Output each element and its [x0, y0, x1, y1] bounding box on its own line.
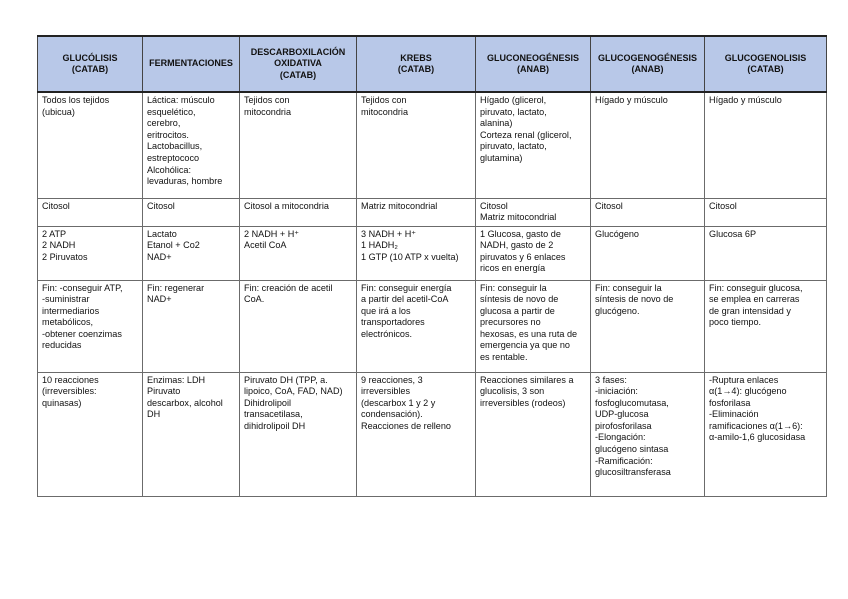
cell-text-line: UDP-glucosa	[595, 409, 649, 420]
column-header-line: DESCARBOXILACIÓN	[250, 46, 346, 57]
cell-text-line: precursores no	[480, 317, 541, 328]
cell-text-line: NAD+	[147, 251, 172, 262]
cell-text-line: Hígado y músculo	[595, 95, 668, 105]
column-header-line: (CATAB)	[279, 69, 317, 80]
cell-text-line: Glucosa 6P	[709, 228, 757, 239]
column-header-line: (ANAB)	[517, 64, 549, 74]
cell-text-line: glucosiltransferasa	[595, 467, 671, 478]
cell-enzimas-krebs	[357, 372, 476, 496]
cell-text-line: 2 NADH + H⁺	[244, 228, 300, 239]
cell-text-line: Fin: regenerar	[147, 282, 205, 293]
cell-text-line: síntesis de novo de	[595, 294, 674, 305]
cell-localizacion-glucogenolisis	[705, 198, 827, 226]
cell-localizacion-glucogenogenesis	[591, 198, 705, 226]
cell-text-line: Hígado y músculo	[709, 95, 782, 105]
cell-text-line: que irá a los	[361, 305, 411, 316]
cell-text-line: glucosa a partir de	[480, 305, 555, 316]
cell-ubicacion-glucogenogenesis	[591, 92, 705, 198]
cell-text-line: Dihidrolipoil	[244, 397, 292, 408]
cell-fin-glucogenogenesis	[591, 280, 705, 372]
column-header-line: OXIDATIVA	[274, 58, 322, 69]
cell-text-line: Reacciones de relleno	[361, 420, 451, 431]
column-header-line: KREBS	[400, 52, 432, 63]
cell-text-line: intermediarios	[42, 305, 100, 316]
cell-text-line: -suministrar	[42, 294, 90, 305]
cell-productos-descarboxilacion-oxidativa	[240, 226, 357, 280]
column-header-line: GLUCONEOGÉNESIS	[486, 52, 579, 63]
cell-text-line: síntesis de novo de	[480, 294, 559, 305]
cell-text-line: Todos los tejidos	[42, 95, 110, 105]
cell-text-line: de gran intensidad y	[709, 305, 791, 316]
cell-text-line: Piruvato	[147, 386, 181, 397]
cell-text-line: Enzimas: LDH	[147, 374, 206, 385]
cell-localizacion-gluconeogenesis	[476, 198, 591, 226]
cell-text-line: piruvato, lactato,	[480, 106, 547, 117]
cell-text-line: piruvato, lactato,	[480, 141, 547, 152]
cell-text-line: 9 reacciones, 3	[361, 374, 423, 385]
column-header-fermentaciones	[143, 36, 240, 92]
cell-text-line: -Eliminación	[709, 409, 759, 420]
cell-text-line: Etanol + Co2	[147, 240, 200, 251]
cell-text-line: alanina)	[480, 118, 513, 129]
table-row-enzimas	[38, 372, 827, 496]
cell-text-line: Tejidos con	[361, 95, 407, 105]
cell-enzimas-fermentaciones	[143, 372, 240, 496]
table-row-productos	[38, 226, 827, 280]
cell-productos-glucogenolisis	[705, 226, 827, 280]
cell-text-line: α-amilo-1,6 glucosidasa	[709, 432, 806, 443]
cell-text-line: -obtener coenzimas	[42, 328, 122, 339]
cell-text-line: Citosol	[480, 200, 508, 211]
cell-text-line: glucógeno.	[595, 305, 640, 316]
cell-text-line: 2 NADH	[42, 240, 76, 251]
cell-productos-fermentaciones	[143, 226, 240, 280]
cell-enzimas-glucolisis	[38, 372, 143, 496]
cell-text-line: levaduras, hombre	[147, 176, 223, 187]
cell-text-line: α(1→4): glucógeno	[709, 386, 787, 397]
cell-text-line: 1 GTP (10 ATP x vuelta)	[361, 251, 459, 262]
cell-text-line: Alcohólica:	[147, 164, 191, 175]
cell-text-line: ricos en energía	[480, 263, 546, 274]
cell-text-line: 1 Glucosa, gasto de	[480, 228, 561, 239]
cell-productos-glucogenogenesis	[591, 226, 705, 280]
cell-text-line: Fin: creación de acetil	[244, 282, 333, 293]
cell-productos-gluconeogenesis	[476, 226, 591, 280]
cell-text-line: emergencia ya que no	[480, 340, 570, 351]
cell-text-line: electrónicos.	[361, 328, 413, 339]
cell-text-line: 1 HADH₂	[361, 240, 398, 251]
cell-text-line: irreversibles (rodeos)	[480, 397, 566, 408]
cell-text-line: Láctica: músculo	[147, 95, 215, 105]
cell-text-line: condensación).	[361, 409, 423, 420]
column-header-gluconeogenesis	[476, 36, 591, 92]
cell-text-line: -Ramificación:	[595, 455, 653, 466]
cell-enzimas-gluconeogenesis	[476, 372, 591, 496]
cell-text-line: -Ruptura enlaces	[709, 374, 779, 385]
column-header-glucogenolisis	[705, 36, 827, 92]
cell-text-line: NADH, gasto de 2	[480, 240, 554, 251]
cell-text-line: 2 ATP	[42, 228, 67, 239]
cell-text-line: NAD+	[147, 294, 172, 305]
cell-enzimas-descarboxilacion-oxidativa	[240, 372, 357, 496]
cell-text-line: Fin: conseguir la	[595, 282, 662, 293]
column-header-line: GLUCOGENOGÉNESIS	[597, 52, 697, 63]
metabolic-pathways-table	[37, 35, 827, 497]
cell-text-line: quinasas)	[42, 397, 82, 408]
cell-text-line: Acetil CoA	[244, 240, 287, 251]
table-row-fin	[38, 280, 827, 372]
column-header-line: (CATAB)	[747, 64, 784, 74]
table-row-localizacion	[38, 198, 827, 226]
cell-text-line: 3 fases:	[595, 374, 627, 385]
cell-text-line: mitocondria	[244, 106, 292, 117]
cell-text-line: 2 Piruvatos	[42, 251, 88, 262]
cell-fin-glucolisis	[38, 280, 143, 372]
cell-localizacion-glucolisis	[38, 198, 143, 226]
cell-text-line: DH	[147, 409, 161, 420]
cell-text-line: (ubicua)	[42, 106, 75, 117]
cell-text-line: Matriz mitocondrial	[361, 200, 438, 211]
column-header-line: FERMENTACIONES	[149, 58, 233, 69]
column-header-glucogenogenesis	[591, 36, 705, 92]
cell-text-line: a partir del acetil-CoA	[361, 294, 449, 305]
cell-text-line: Fin: conseguir la	[480, 282, 547, 293]
cell-text-line: lipoico, CoA, FAD, NAD)	[244, 386, 343, 397]
cell-text-line: poco tiempo.	[709, 317, 762, 328]
cell-text-line: se emplea en carreras	[709, 294, 800, 305]
cell-text-line: -iniciación:	[595, 386, 638, 397]
cell-localizacion-descarboxilacion-oxidativa	[240, 198, 357, 226]
column-header-descarboxilacion-oxidativa	[240, 36, 357, 92]
cell-text-line: descarbox, alcohol	[147, 397, 223, 408]
column-header-krebs	[357, 36, 476, 92]
column-header-glucolisis	[38, 36, 143, 92]
cell-text-line: irreversibles	[361, 386, 411, 397]
cell-fin-krebs	[357, 280, 476, 372]
cell-text-line: mitocondria	[361, 106, 409, 117]
cell-text-line: esquelético,	[147, 106, 196, 117]
cell-text-line: es rentable.	[480, 352, 528, 363]
cell-text-line: Lactobacillus,	[147, 141, 203, 152]
cell-localizacion-fermentaciones	[143, 198, 240, 226]
table-row-ubicacion	[38, 92, 827, 198]
cell-text-line: ramificaciones α(1→6):	[709, 420, 803, 431]
cell-productos-glucolisis	[38, 226, 143, 280]
cell-text-line: Citosol	[147, 200, 175, 211]
cell-fin-glucogenolisis	[705, 280, 827, 372]
cell-ubicacion-fermentaciones	[143, 92, 240, 198]
cell-text-line: fosforilasa	[709, 397, 751, 408]
cell-fin-descarboxilacion-oxidativa	[240, 280, 357, 372]
cell-ubicacion-glucogenolisis	[705, 92, 827, 198]
column-header-line: (CATAB)	[397, 64, 435, 74]
cell-text-line: Reacciones similares a	[480, 374, 574, 385]
cell-text-line: -Elongación:	[595, 432, 646, 443]
cell-text-line: glucolisis, 3 son	[480, 386, 545, 397]
table-header	[38, 36, 827, 92]
cell-text-line: CoA.	[244, 294, 265, 305]
cell-ubicacion-descarboxilacion-oxidativa	[240, 92, 357, 198]
cell-text-line: Piruvato DH (TPP, a.	[244, 374, 328, 385]
column-header-line: GLUCOGENOLISIS	[724, 52, 807, 63]
cell-text-line: fosfoglucomutasa,	[595, 397, 669, 408]
cell-text-line: Glucógeno	[595, 228, 639, 239]
cell-text-line: Fin: conseguir glucosa,	[709, 282, 803, 293]
cell-text-line: Tejidos con	[244, 95, 290, 105]
cell-text-line: (irreversibles:	[42, 386, 97, 397]
cell-text-line: Hígado (glicerol,	[480, 95, 547, 105]
cell-text-line: Matriz mitocondrial	[480, 212, 557, 223]
column-header-line: GLUCÓLISIS	[62, 52, 118, 63]
cell-text-line: metabólicos,	[42, 317, 94, 328]
cell-text-line: Fin: -conseguir ATP,	[42, 282, 123, 293]
cell-text-line: glucógeno sintasa	[595, 444, 669, 455]
cell-text-line: Citosol a mitocondria	[244, 200, 329, 211]
cell-ubicacion-gluconeogenesis	[476, 92, 591, 198]
cell-ubicacion-glucolisis	[38, 92, 143, 198]
cell-text-line: glutamina)	[480, 152, 523, 163]
cell-text-line: Citosol	[595, 200, 623, 211]
cell-text-line: 10 reacciones	[42, 374, 99, 385]
cell-text-line: cerebro,	[147, 118, 181, 129]
cell-text-line: Citosol	[709, 200, 737, 211]
cell-text-line: dihidrolipoil DH	[244, 420, 306, 431]
header-row	[38, 36, 827, 92]
cell-fin-fermentaciones	[143, 280, 240, 372]
cell-localizacion-krebs	[357, 198, 476, 226]
cell-text-line: Fin: conseguir energía	[361, 282, 452, 293]
cell-fin-gluconeogenesis	[476, 280, 591, 372]
cell-text-line: transacetilasa,	[244, 409, 303, 420]
cell-enzimas-glucogenogenesis	[591, 372, 705, 496]
cell-text-line: eritrocitos.	[147, 129, 189, 140]
cell-text-line: hexosas, es una ruta de	[480, 328, 578, 339]
cell-ubicacion-krebs	[357, 92, 476, 198]
cell-text-line: Citosol	[42, 200, 70, 211]
cell-text-line: 3 NADH + H⁺	[361, 228, 417, 239]
table-body	[38, 92, 827, 496]
cell-productos-krebs	[357, 226, 476, 280]
cell-text-line: Corteza renal (glicerol,	[480, 129, 572, 140]
cell-text-line: estreptococo	[147, 152, 200, 163]
cell-text-line: transportadores	[361, 317, 425, 328]
cell-text-line: pirofosforilasa	[595, 420, 652, 431]
cell-text-line: (descarbox 1 y 2 y	[361, 397, 436, 408]
cell-text-line: Lactato	[147, 228, 177, 239]
column-header-line: (ANAB)	[631, 64, 664, 74]
cell-enzimas-glucogenolisis	[705, 372, 827, 496]
cell-text-line: reducidas	[42, 340, 82, 351]
column-header-line: (CATAB)	[71, 64, 109, 74]
document-page	[37, 35, 827, 497]
cell-text-line: piruvatos y 6 enlaces	[480, 251, 566, 262]
